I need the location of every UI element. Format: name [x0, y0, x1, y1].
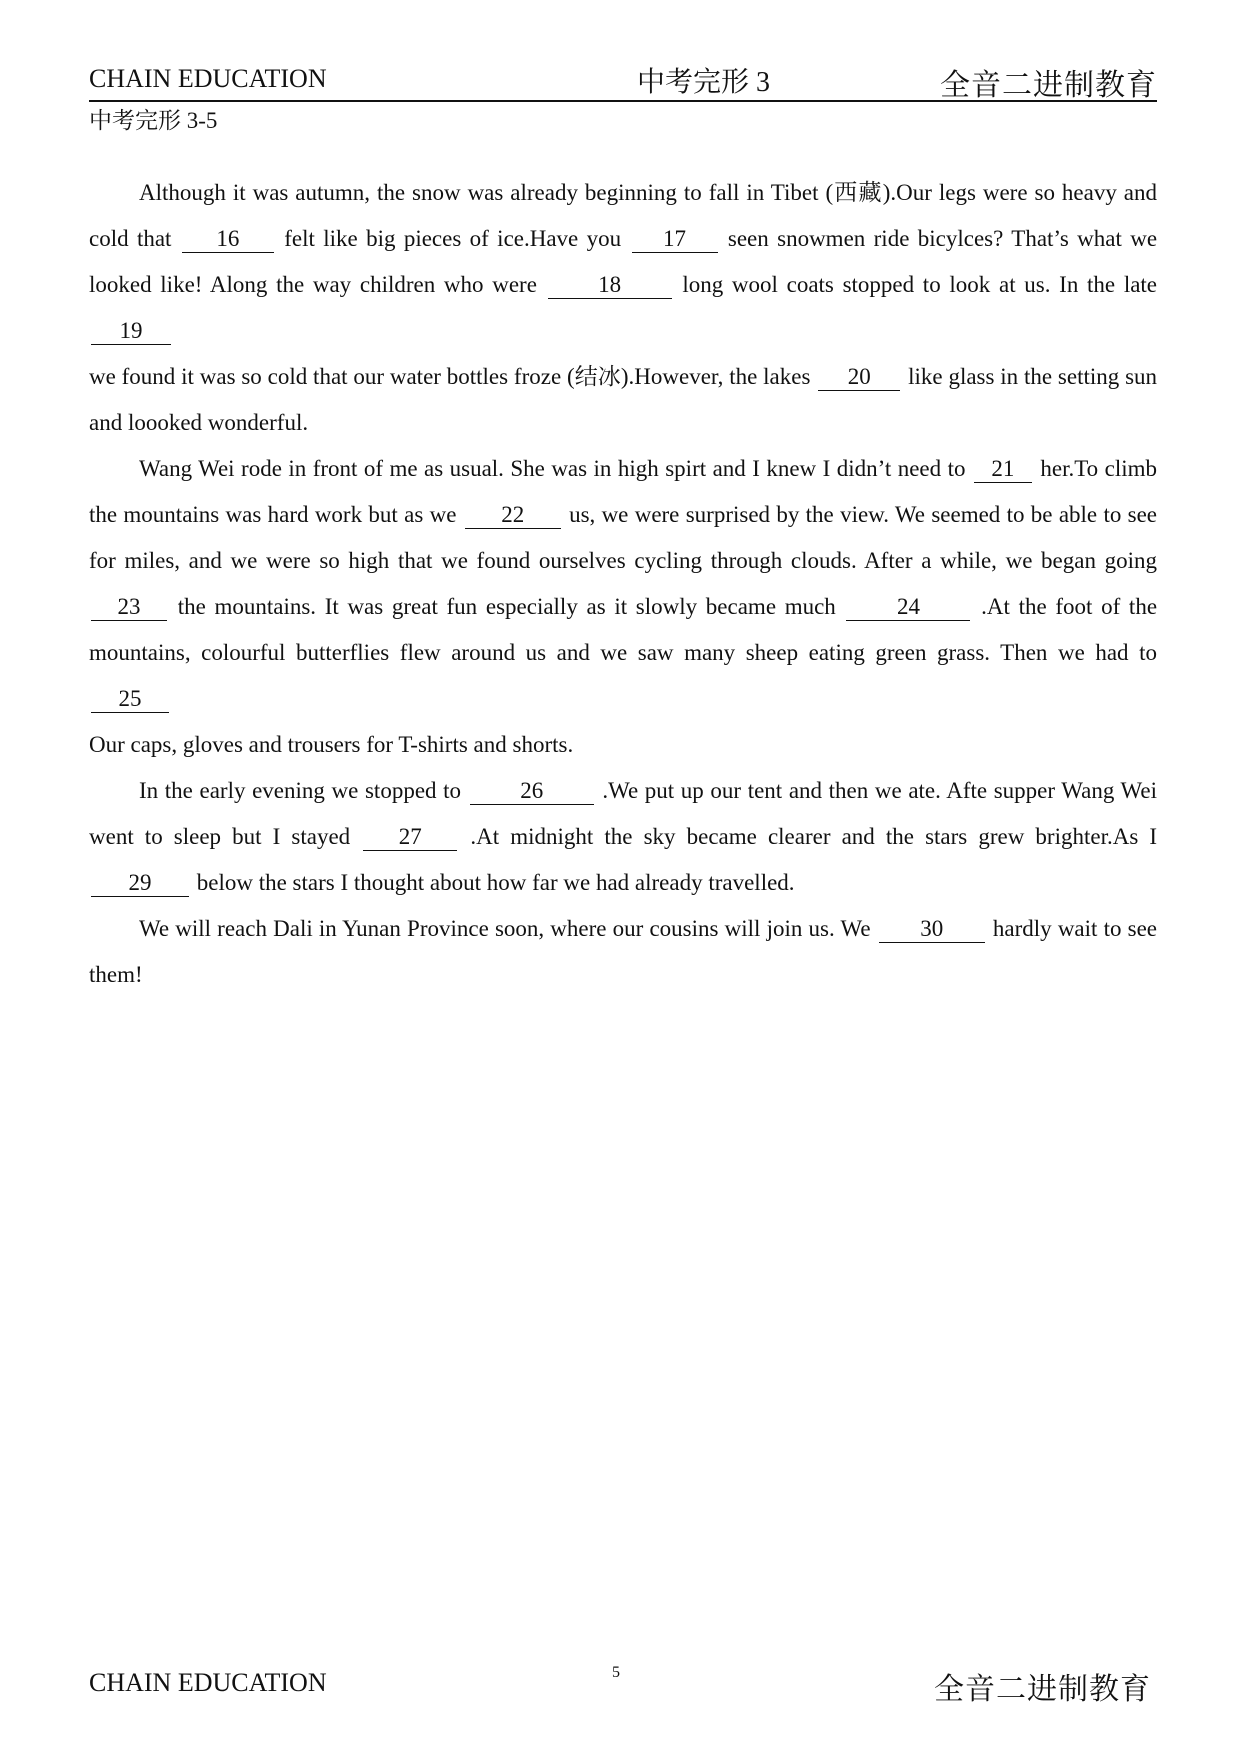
blank-22: 22 [465, 502, 561, 529]
passage-text: her.To climb the mountains was hard work but as we [89, 456, 1157, 527]
passage-text: .At midnight the sky became clearer and the stars grew brighter.As I [470, 824, 1158, 849]
paragraph-4 [89, 906, 1157, 998]
passage-text: we found it was so cold that our water bottles froze (结冰).However, the lakes [89, 364, 811, 389]
page-header [89, 56, 1157, 102]
paragraph-2 [89, 446, 1157, 768]
passage-text: In the early evening we stopped to [139, 778, 462, 803]
blank-20: 20 [818, 364, 900, 391]
passage-text: Wang Wei rode in front of me as usual. She was in high spirt and I knew I didn’t need to [139, 456, 966, 481]
passage-text: like glass in the setting sun and loooked wonderful. [89, 364, 1158, 435]
section-title: 中考完形 3-5 [89, 108, 218, 133]
passage-text: Our caps, gloves and trousers for T-shirts and shorts. [89, 732, 574, 757]
passage-text: the mountains. It was great fun especially as it slowly became much [177, 594, 836, 619]
passage-text: seen snowmen ride bicylces? That’s what we looked like! Along the way children who were [89, 226, 1158, 297]
blank-19: 19 [91, 318, 171, 345]
blank-26: 26 [470, 778, 594, 805]
blank-30: 30 [879, 916, 985, 943]
passage-text: hardly wait to see them! [89, 916, 1158, 987]
blank-24: 24 [846, 594, 970, 621]
blank-23: 23 [91, 594, 167, 621]
passage-text: .At the foot of the mountains, colourful butterflies flew around us and we saw many sheep eating green grass. Then we had to [89, 594, 1158, 665]
blank-17: 17 [632, 226, 718, 253]
blank-21: 21 [974, 456, 1032, 483]
passage-text: below the stars I thought about how far we had already travelled. [196, 870, 795, 895]
page-number: 5 [612, 1664, 620, 1681]
blank-29: 29 [91, 870, 189, 897]
passage-text: Although it was autumn, the snow was already beginning to fall in Tibet (西藏).Our legs were so heavy and cold that [89, 180, 1157, 251]
passage-text: long wool coats stopped to look at us. In the late [682, 272, 1158, 297]
blank-27: 27 [363, 824, 457, 851]
paragraph-3 [89, 768, 1157, 906]
footer-brand-chinese: 全音二进制教育 [934, 1673, 1151, 1706]
passage-text: We will reach Dali in Yunan Province soon, where our cousins will join us. We [139, 916, 871, 941]
header-brand-chinese: 全音二进制教育 [940, 69, 1157, 102]
passage-text: felt like big pieces of ice.Have you [284, 226, 622, 251]
blank-25: 25 [91, 686, 169, 713]
header-brand: CHAIN EDUCATION [89, 64, 327, 93]
header-title: 中考完形 3 [637, 67, 771, 98]
cloze-passage [89, 170, 1157, 998]
blank-18: 18 [548, 272, 672, 299]
paragraph-1 [89, 170, 1157, 446]
footer-brand: CHAIN EDUCATION [89, 1668, 327, 1697]
passage-text: .We put up our tent and then we ate. Afte supper Wang Wei went to sleep but I stayed [89, 778, 1158, 849]
blank-16: 16 [182, 226, 274, 253]
passage-text: us, we were surprised by the view. We seemed to be able to see for miles, and we were so high that we found ourselves cycling through clouds. After a while, we began going [89, 502, 1158, 573]
